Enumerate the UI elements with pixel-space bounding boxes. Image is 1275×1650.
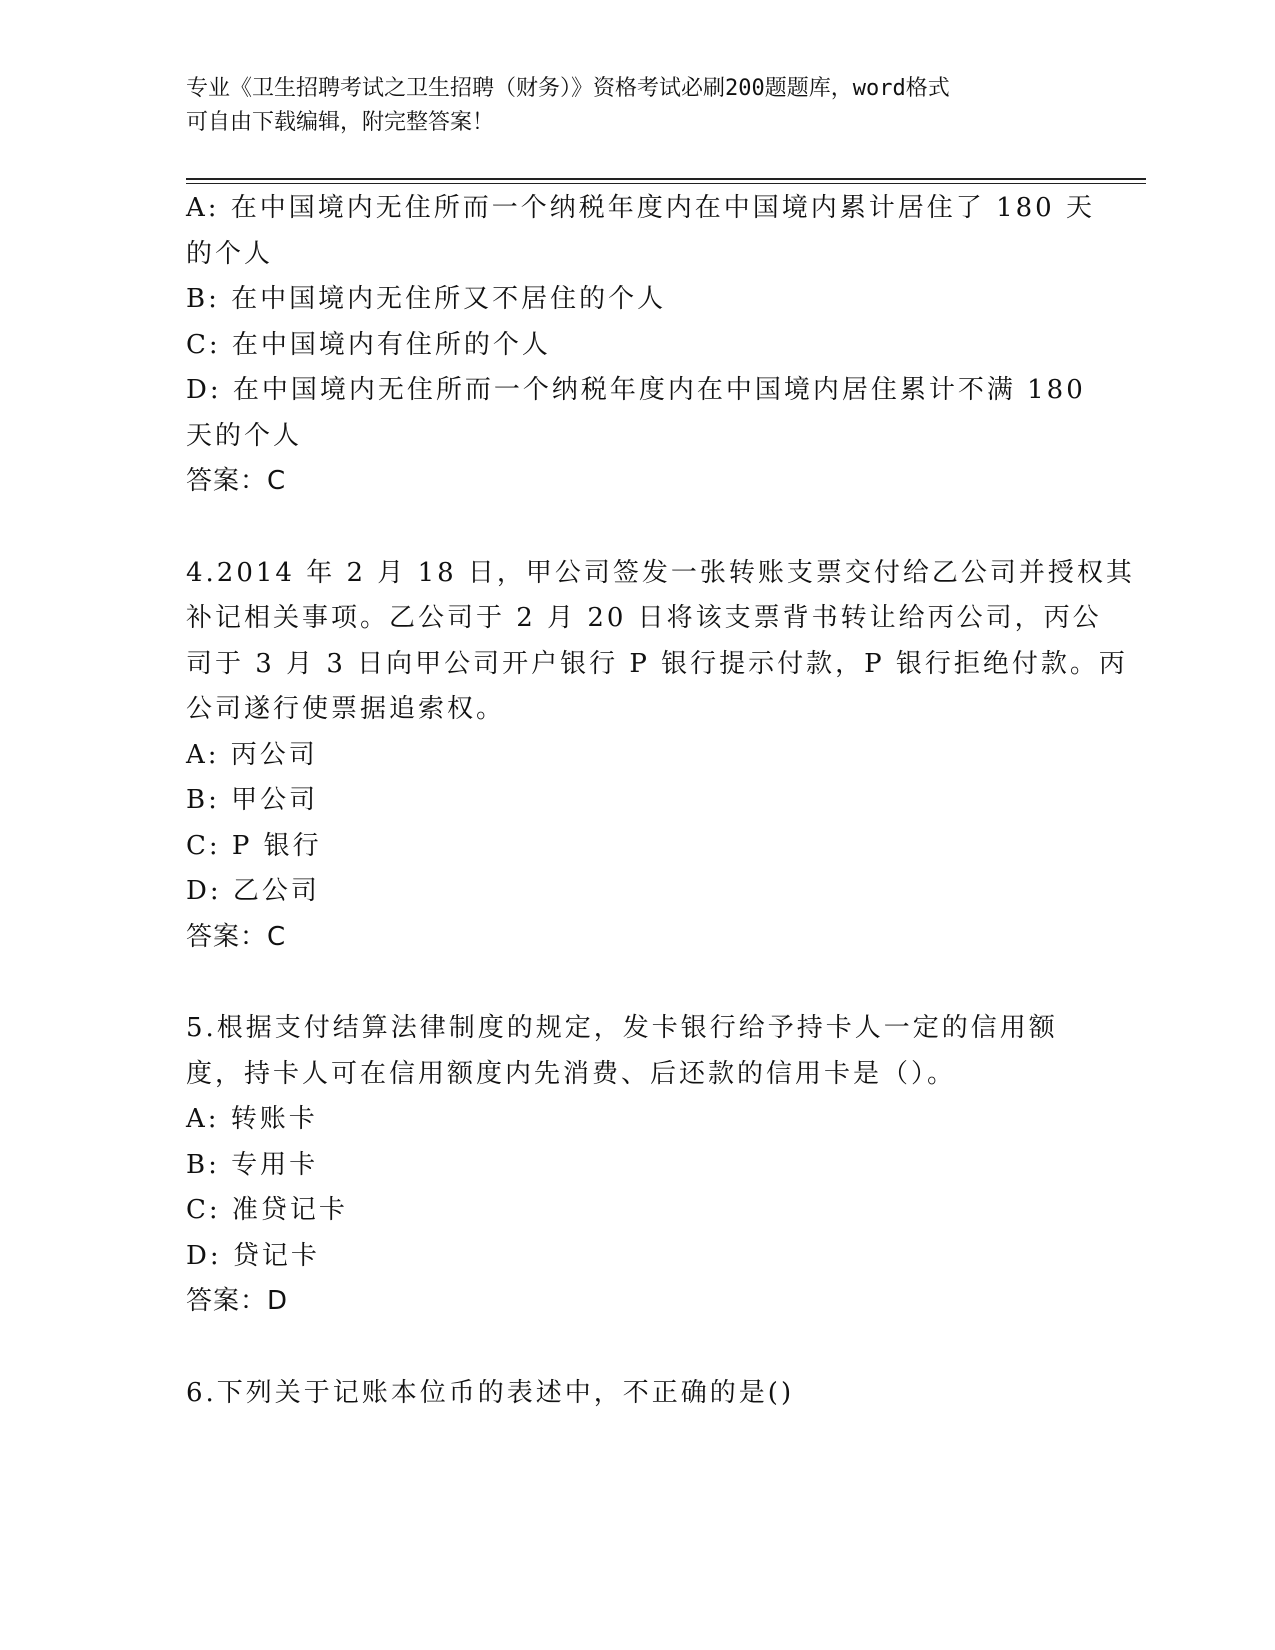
header-divider-thick xyxy=(186,178,1146,180)
q4-stem-line-2: 补记相关事项。乙公司于 2 月 20 日将该支票背书转让给丙公司，丙公 xyxy=(186,603,1102,633)
question-4-block xyxy=(186,551,1135,961)
q3-option-a-line-1: A: 在中国境内无住所而一个纳税年度内在中国境内累计居住了 180 天 xyxy=(186,193,1095,223)
q6-stem-line-1: 6.下列关于记账本位币的表述中，不正确的是() xyxy=(186,1377,795,1408)
q5-option-d: D: 贷记卡 xyxy=(186,1240,320,1271)
q5-answer: 答案：D xyxy=(186,1286,289,1316)
q3-option-d-line-2: 天的个人 xyxy=(186,420,303,451)
q4-stem-line-4: 公司遂行使票据追索权。 xyxy=(186,694,506,724)
q4-option-b: B: 甲公司 xyxy=(186,785,319,815)
q4-option-c: C: P 银行 xyxy=(186,830,322,861)
header-divider-thin xyxy=(186,183,1146,184)
q4-option-a: A: 丙公司 xyxy=(186,739,318,770)
q4-stem-line-1: 4.2014 年 2 月 18 日，甲公司签发一张转账支票交付给乙公司并授权其 xyxy=(186,557,1135,588)
q4-answer: 答案：C xyxy=(186,921,287,952)
q4-option-d: D: 乙公司 xyxy=(186,876,320,906)
q5-stem-line-1: 5.根据支付结算法律制度的规定，发卡银行给予持卡人一定的信用额 xyxy=(186,1013,1058,1043)
q5-option-c: C: 准贷记卡 xyxy=(186,1195,348,1225)
q3-option-b: B: 在中国境内无住所又不居住的个人 xyxy=(186,284,667,314)
q5-option-a: A: 转账卡 xyxy=(186,1104,318,1134)
q3-option-d-line-1: D: 在中国境内无住所而一个纳税年度内在中国境内居住累计不满 180 xyxy=(186,375,1086,405)
spacer xyxy=(186,960,1086,1006)
q5-stem-line-2: 度，持卡人可在信用额度内先消费、后还款的信用卡是（）。 xyxy=(186,1058,957,1089)
header-line-2: 可自由下载编辑，附完整答案！ xyxy=(186,110,495,135)
q3-option-c: C: 在中国境内有住所的个人 xyxy=(186,329,551,360)
q5-option-b: B: 专用卡 xyxy=(186,1149,319,1180)
q3-answer: 答案：C xyxy=(186,466,287,496)
question-5-block xyxy=(186,1006,1086,1325)
header-line-1: 专业《卫生招聘考试之卫生招聘（财务）》资格考试必刷200题题库，word格式 xyxy=(186,76,950,101)
document-header xyxy=(186,72,1066,140)
question-3-block xyxy=(186,186,1095,505)
spacer xyxy=(186,1325,1086,1371)
spacer xyxy=(186,505,1086,551)
q4-stem-line-3: 司于 3 月 3 日向甲公司开户银行 P 银行提示付款，P 银行拒绝付款。丙 xyxy=(186,648,1128,679)
q3-option-a-line-2: 的个人 xyxy=(186,238,274,269)
question-content xyxy=(186,186,1135,1416)
question-6-block xyxy=(186,1371,1086,1417)
